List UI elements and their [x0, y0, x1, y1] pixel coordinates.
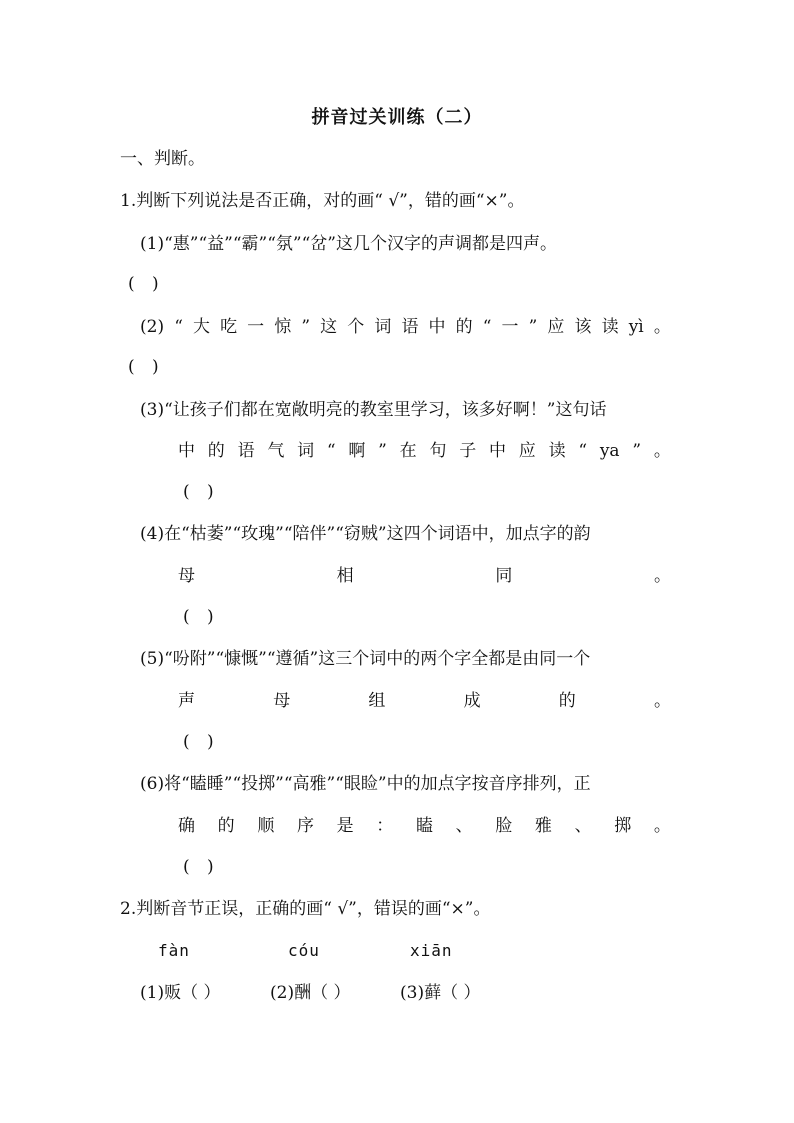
q1-item-2-char: 。 — [653, 317, 671, 337]
q1-item-6-char: 瞌 — [415, 816, 433, 836]
q1-item-6-char: 、 — [574, 816, 592, 836]
q1-item-6-char: ： — [376, 816, 394, 836]
q1-item-3-char: 中 — [178, 441, 195, 461]
pinyin-cou: cóu — [288, 941, 320, 960]
question-2-heading: 2.判断音节正误，正确的画“ √”，错误的画“×”。 — [120, 899, 491, 919]
q1-item-3-char: 读 — [548, 441, 566, 461]
q1-item-2-char: 读 — [601, 317, 619, 337]
q1-item-2-char: 个 — [347, 317, 365, 337]
q1-item-3-text: (3)“让孩子们都在宽敞明亮的教室里学习，该多好啊！”这句话 — [140, 400, 607, 420]
q1-item-4-char: 。 — [653, 566, 671, 586]
section-heading-judge: 一、判断。 — [120, 149, 205, 169]
q2-answer-3[interactable]: (3)藓（ ） — [400, 983, 481, 1003]
q1-item-3-answer-blank[interactable]: ( ) — [183, 482, 220, 502]
q1-item-5-text: (5)“吩附”“慷慨”“遵循”这三个词中的两个字全都是由同一个 — [140, 649, 591, 669]
q1-item-5-char: 的 — [558, 691, 576, 711]
q1-item-5-char: 母 — [273, 691, 291, 711]
q1-item-2-char: 一 — [501, 317, 519, 337]
q1-item-6-char: 顺 — [257, 816, 275, 836]
q1-item-3-char: 中 — [489, 441, 506, 461]
q1-item-6-char: 脸 — [495, 816, 513, 836]
q1-item-4-answer-blank[interactable]: ( ) — [183, 607, 220, 627]
q1-item-3-char: 在 — [399, 441, 417, 461]
q1-item-2-char: 该 — [574, 317, 592, 337]
q1-item-3-char: ya — [599, 441, 620, 461]
q1-item-5-char: 成 — [463, 691, 481, 711]
q1-item-3-char: 的 — [207, 441, 225, 461]
q1-item-6-continuation — [178, 814, 671, 838]
q1-item-2-char: 惊 — [274, 317, 292, 337]
q1-item-4-char: 母 — [178, 566, 195, 586]
q1-item-6-char: 确 — [178, 816, 195, 836]
q1-item-2-text — [140, 315, 671, 339]
q1-item-2-char: 中 — [428, 317, 446, 337]
q1-item-2-char: 这 — [320, 317, 338, 337]
q1-item-1-text: (1)“惠”“益”“霸”“氛”“岔”这几个汉字的声调都是四声。 — [140, 234, 557, 254]
q1-item-6-char: 是 — [336, 816, 354, 836]
q1-item-3-char: 啊 — [348, 441, 366, 461]
q1-item-3-char: “ — [326, 441, 336, 461]
q1-item-3-char: ” — [378, 441, 387, 461]
q1-item-6-answer-blank[interactable]: ( ) — [183, 857, 220, 877]
pinyin-xian: xiān — [410, 941, 453, 960]
page-title: 拼音过关训练（二） — [311, 107, 483, 128]
q1-item-6-char: 、 — [455, 816, 473, 836]
q1-item-5-char: 声 — [178, 691, 195, 711]
q1-item-2-char: “ — [174, 317, 183, 337]
q2-answer-2[interactable]: (2)酬（ ） — [270, 983, 351, 1003]
q1-item-4-text: (4)在“枯萎”“玫瑰”“陪伴”“窃贼”这四个词语中，加点字的韵 — [140, 524, 591, 544]
q1-item-5-answer-blank[interactable]: ( ) — [183, 732, 220, 752]
q1-item-2-char: yì — [628, 317, 644, 337]
question-1-heading: 1.判断下列说法是否正确，对的画“ √”，错的画“×”。 — [120, 191, 525, 211]
q1-item-2-char: ” — [301, 317, 311, 337]
q2-answer-1[interactable]: (1)贩（ ） — [140, 983, 221, 1003]
q1-item-2-char: ” — [528, 317, 538, 337]
q1-item-2-char: “ — [482, 317, 492, 337]
q1-item-4-char: 同 — [495, 566, 513, 586]
q1-item-6-char: 的 — [217, 816, 235, 836]
q1-item-3-char: ” — [632, 441, 642, 461]
q1-item-2-char: 应 — [547, 317, 565, 337]
q1-item-4-char: 相 — [336, 566, 354, 586]
q1-item-3-char: 子 — [459, 441, 477, 461]
q1-item-2-char: 的 — [455, 317, 473, 337]
q1-item-5-char: 。 — [653, 691, 671, 711]
pinyin-fan: fàn — [158, 941, 190, 960]
q1-item-6-char: 。 — [653, 816, 671, 836]
q1-item-3-char: 句 — [429, 441, 447, 461]
q1-item-2-char: 语 — [401, 317, 419, 337]
q1-item-2-char: 词 — [374, 317, 392, 337]
q1-item-4-continuation — [178, 564, 671, 588]
q1-item-3-char: 词 — [297, 441, 315, 461]
q1-item-2-answer-blank[interactable]: ( ) — [128, 357, 165, 377]
q1-item-6-char: 雅 — [534, 816, 552, 836]
q1-item-2-char: 吃 — [220, 317, 238, 337]
q1-item-3-char: 应 — [518, 441, 536, 461]
q1-item-1-answer-blank[interactable]: ( ) — [128, 274, 165, 294]
q1-item-3-char: 气 — [267, 441, 285, 461]
q1-item-5-continuation — [178, 689, 671, 713]
q1-item-3-char: 语 — [237, 441, 255, 461]
q1-item-3-char: “ — [578, 441, 588, 461]
q1-item-3-char: 。 — [653, 441, 671, 461]
q1-item-2-char: 大 — [192, 317, 210, 337]
q1-item-6-text: (6)将“瞌睡”“投掷”“高雅”“眼睑”中的加点字按音序排列，正 — [140, 774, 591, 794]
q1-item-2-char: (2) — [140, 317, 165, 337]
q1-item-3-continuation — [178, 439, 671, 463]
q1-item-6-char: 掷 — [614, 816, 632, 836]
q1-item-2-char: 一 — [247, 317, 265, 337]
q1-item-5-char: 组 — [368, 691, 386, 711]
q1-item-6-char: 序 — [296, 816, 314, 836]
